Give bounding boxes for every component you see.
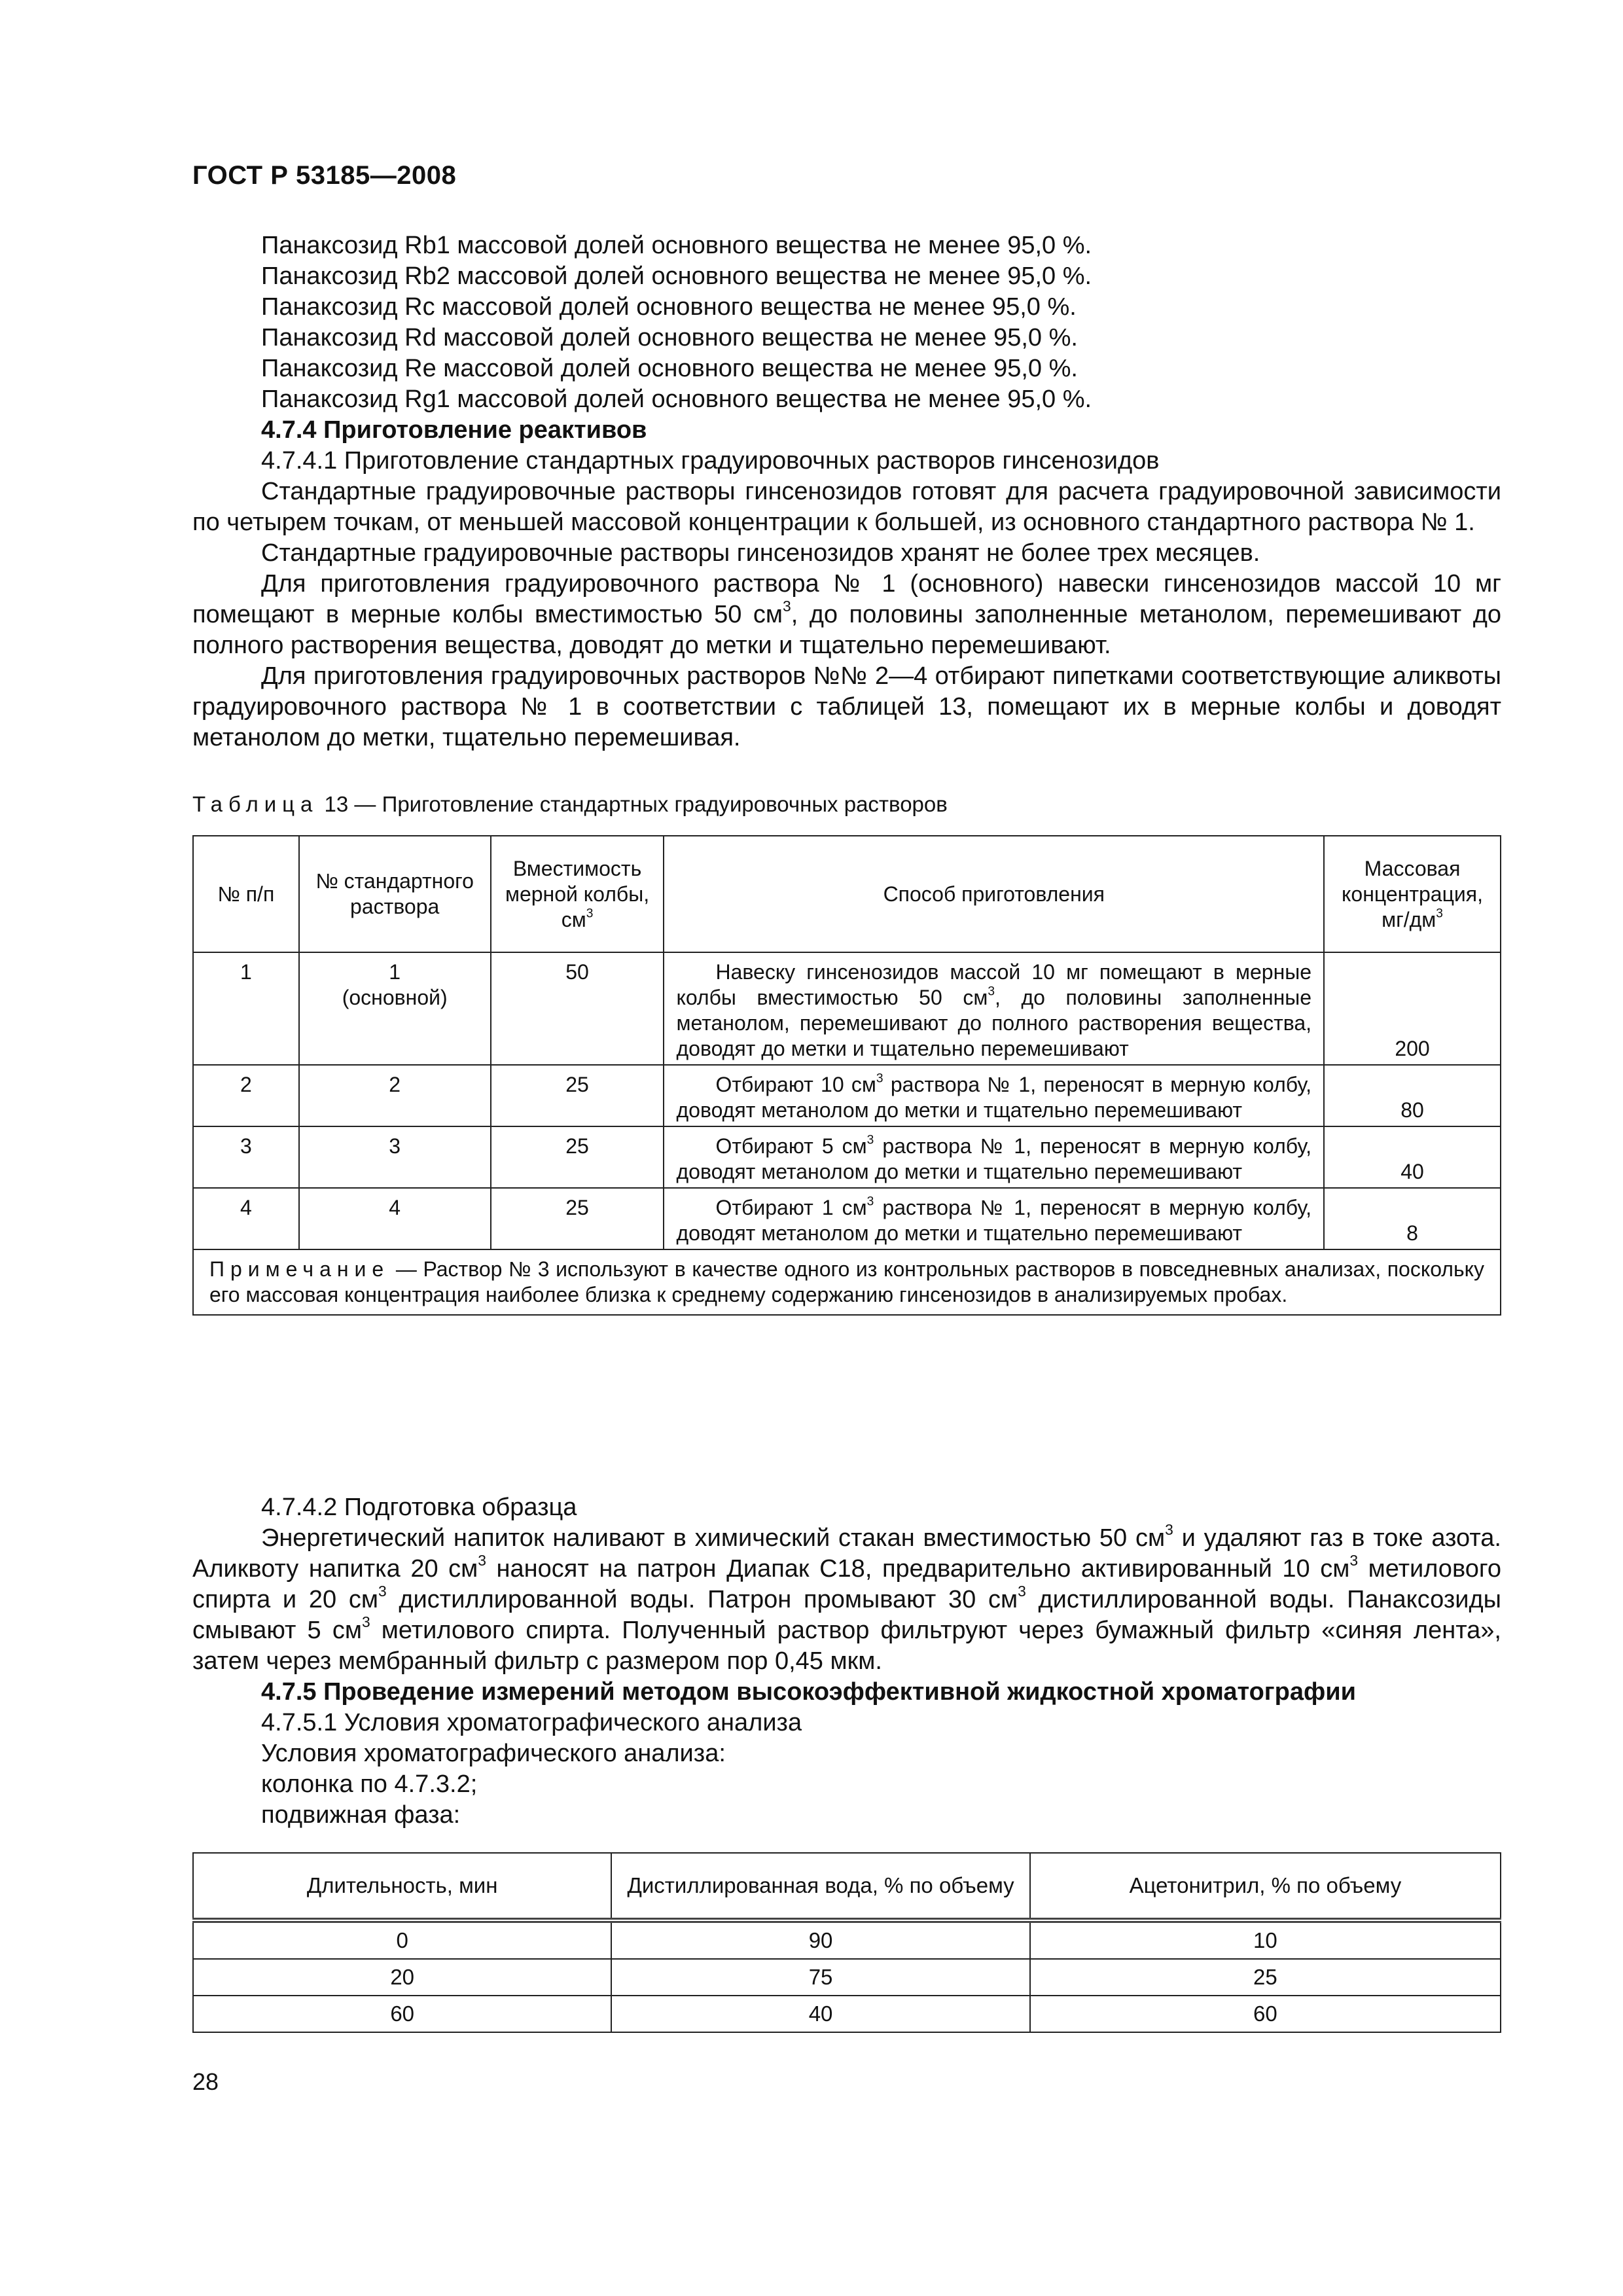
std-note: (основной): [342, 986, 448, 1009]
caption-text: 13 — Приготовление стандартных градуировочных растворов: [318, 792, 948, 816]
cell-std: 4: [299, 1188, 491, 1249]
table-row: [193, 1126, 1501, 1188]
main-text-block: [192, 230, 1501, 753]
header-duration: Длительность, мин: [193, 1853, 611, 1920]
superscript: 3: [361, 1613, 370, 1630]
cell-acetonitrile: 10: [1030, 1920, 1501, 1959]
cell-method: [664, 1065, 1324, 1126]
text-run: Для приготовления градуировочного раствора № 1 (основного) навески гинсенозидов массой 10 мг помещают в мерные колбы вместимостью 50 см: [192, 570, 1501, 628]
table-13: [192, 835, 1501, 1316]
text-run: наносят на патрон Диапак С18, предварительно активированный 10 см: [486, 1555, 1350, 1583]
header-std: № стандартного раствора: [299, 836, 491, 952]
cell-water: 90: [611, 1920, 1029, 1959]
cell-method: [664, 952, 1324, 1065]
paragraph: [192, 569, 1501, 661]
cell-duration: 0: [193, 1920, 611, 1959]
text-line: колонка по 4.7.3.2;: [261, 1770, 478, 1798]
cell-num: 3: [193, 1126, 299, 1188]
superscript: 3: [1165, 1520, 1173, 1538]
paragraph-sample-preparation: [192, 1520, 1501, 1677]
superscript: 3: [478, 1551, 486, 1569]
text-run: , до половины заполненные метанолом, перемешивают до полного растворения вещества, доводят до метки и тщательно перемешивают: [676, 986, 1312, 1060]
cell-method: [664, 1188, 1324, 1249]
subsection-title-4-7-4-1: 4.7.4.1 Приготовление стандартных градуировочных растворов гинсенозидов: [261, 447, 1160, 475]
text-run: метилового спирта и 20 см: [192, 1555, 1501, 1613]
table-header-row: [193, 836, 1501, 952]
header-vol: [491, 836, 664, 952]
superscript: 3: [866, 1194, 874, 1209]
cell-std: [299, 952, 491, 1065]
superscript: 3: [876, 1071, 883, 1086]
cell-acetonitrile: 25: [1030, 1959, 1501, 1996]
text-run: Навеску гинсенозидов массой 10 мг помещают в мерные колбы вместимостью 50 см: [676, 960, 1312, 1009]
superscript: 3: [866, 1133, 874, 1147]
header-text: Массовая концентрация, мг/дм: [1342, 856, 1483, 931]
table-note-row: [193, 1249, 1501, 1315]
text-run: Отбирают 5 см: [715, 1134, 867, 1158]
superscript: 3: [378, 1582, 387, 1600]
page-number: 28: [192, 2068, 219, 2095]
superscript: 3: [988, 984, 995, 999]
table-header-row: [193, 1853, 1501, 1920]
intro-line: Панаксозид Re массовой долей основного вещества не менее 95,0 %.: [261, 355, 1078, 382]
cell-std: 3: [299, 1126, 491, 1188]
cell-std: 2: [299, 1065, 491, 1126]
header-conc: [1324, 836, 1501, 952]
intro-line: Панаксозид Rc массовой долей основного вещества не менее 95,0 %.: [261, 293, 1077, 321]
text-run: , до половины заполненные метанолом, перемешивают до полного растворения вещества, доводят до метки и тщательно перемешивают.: [192, 601, 1502, 659]
superscript: 3: [586, 906, 594, 921]
caption-word: Таблица: [192, 792, 319, 816]
note-word: Примечание: [209, 1257, 390, 1281]
note-text: — Раствор № 3 используют в качестве одного из контрольных растворов в повседневных анализах, поскольку его массовая концентрация наиболее близка к среднему содержанию гинсенозидов в анализируемых пробах.: [209, 1257, 1484, 1306]
intro-line: Панаксозид Rb1 массовой долей основного вещества не менее 95,0 %.: [261, 232, 1092, 259]
lower-text-block: [192, 1492, 1501, 1831]
paragraph: Стандартные градуировочные растворы гинсенозидов хранят не более трех месяцев.: [261, 539, 1260, 567]
table-row: [193, 1920, 1501, 1959]
section-title-4-7-5: 4.7.5 Проведение измерений методом высокоэффективной жидкостной хроматографии: [261, 1678, 1356, 1706]
cell-water: 40: [611, 1996, 1029, 2032]
cell-method: [664, 1126, 1324, 1188]
intro-line: Панаксозид Rd массовой долей основного вещества не менее 95,0 %.: [261, 324, 1078, 351]
cell-conc: 8: [1324, 1188, 1501, 1249]
text-run: дистиллированной воды. Патрон промывают 30 см: [386, 1586, 1018, 1613]
table-note: [193, 1249, 1501, 1315]
cell-duration: 60: [193, 1996, 611, 2032]
table-row: [193, 1959, 1501, 1996]
cell-vol: 50: [491, 952, 664, 1065]
text-run: дистиллированной воды. Панаксозиды смывают 5 см: [192, 1586, 1501, 1644]
text-line: Условия хроматографического анализа:: [261, 1740, 726, 1767]
header-water: Дистиллированная вода, % по объему: [611, 1853, 1029, 1920]
intro-line: Панаксозид Rb2 массовой долей основного вещества не менее 95,0 %.: [261, 262, 1092, 290]
std-number: 1: [389, 960, 401, 984]
text-run: Энергетический напиток наливают в химический стакан вместимостью 50 см: [261, 1524, 1166, 1552]
cell-num: 2: [193, 1065, 299, 1126]
cell-acetonitrile: 60: [1030, 1996, 1501, 2032]
cell-duration: 20: [193, 1959, 611, 1996]
paragraph: Стандартные градуировочные растворы гинсенозидов готовят для расчета градуировочной зависимости по четырем точкам, от меньшей массовой концентрации к большей, из основного стандартного раствора № 1.: [192, 478, 1501, 536]
cell-num: 1: [193, 952, 299, 1065]
superscript: 3: [1349, 1551, 1359, 1569]
text-run: Отбирают 10 см: [715, 1073, 876, 1096]
cell-vol: 25: [491, 1065, 664, 1126]
header-acetonitrile: Ацетонитрил, % по объему: [1030, 1853, 1501, 1920]
header-text: Вместимость мерной колбы, см: [505, 856, 650, 931]
cell-water: 75: [611, 1959, 1029, 1996]
table-row: [193, 1065, 1501, 1126]
header-num: № п/п: [193, 836, 299, 952]
cell-conc: 40: [1324, 1126, 1501, 1188]
text-run: раствора № 1, переносят в мерную колбу, доводят метанолом до метки и тщательно перемешивают: [676, 1134, 1312, 1183]
table-row: [193, 1188, 1501, 1249]
table-13-caption: [192, 792, 948, 817]
cell-conc: 200: [1324, 952, 1501, 1065]
header-method: Способ приготовления: [664, 836, 1324, 952]
cell-num: 4: [193, 1188, 299, 1249]
paragraph: Для приготовления градуировочных растворов №№ 2—4 отбирают пипетками соответствующие аликвоты градуировочного раствора № 1 в соответствии с таблицей 13, помещают их в мерные колбы и доводят метанолом до метки, тщательно перемешивая.: [192, 662, 1501, 751]
mobile-phase-table: [192, 1852, 1501, 2033]
table-row: [193, 1996, 1501, 2032]
text-run: метилового спирта. Полученный раствор фильтруют через бумажный фильтр «синяя лента», затем через мембранный фильтр с размером пор 0,45 мкм.: [192, 1617, 1501, 1675]
superscript: 3: [1018, 1582, 1026, 1600]
superscript: 3: [1436, 906, 1443, 921]
section-title-4-7-4: 4.7.4 Приготовление реактивов: [261, 416, 647, 444]
cell-conc: 80: [1324, 1065, 1501, 1126]
text-line: подвижная фаза:: [261, 1801, 461, 1829]
subsection-title-4-7-5-1: 4.7.5.1 Условия хроматографического анализа: [261, 1709, 802, 1736]
text-run: и удаляют газ в токе азота. Аликвоту напитка 20 см: [192, 1524, 1501, 1583]
subsection-title-4-7-4-2: 4.7.4.2 Подготовка образца: [261, 1494, 577, 1521]
text-run: раствора № 1, переносят в мерную колбу, доводят метанолом до метки и тщательно перемешивают: [676, 1073, 1312, 1122]
intro-line: Панаксозид Rg1 массовой долей основного вещества не менее 95,0 %.: [261, 386, 1092, 413]
text-run: раствора № 1, переносят в мерную колбу, доводят метанолом до метки и тщательно перемешивают: [676, 1196, 1312, 1245]
superscript: 3: [783, 597, 791, 615]
text-run: Отбирают 1 см: [715, 1196, 867, 1219]
table-row: [193, 952, 1501, 1065]
cell-vol: 25: [491, 1126, 664, 1188]
cell-vol: 25: [491, 1188, 664, 1249]
document-code-header: ГОСТ Р 53185—2008: [192, 161, 457, 190]
